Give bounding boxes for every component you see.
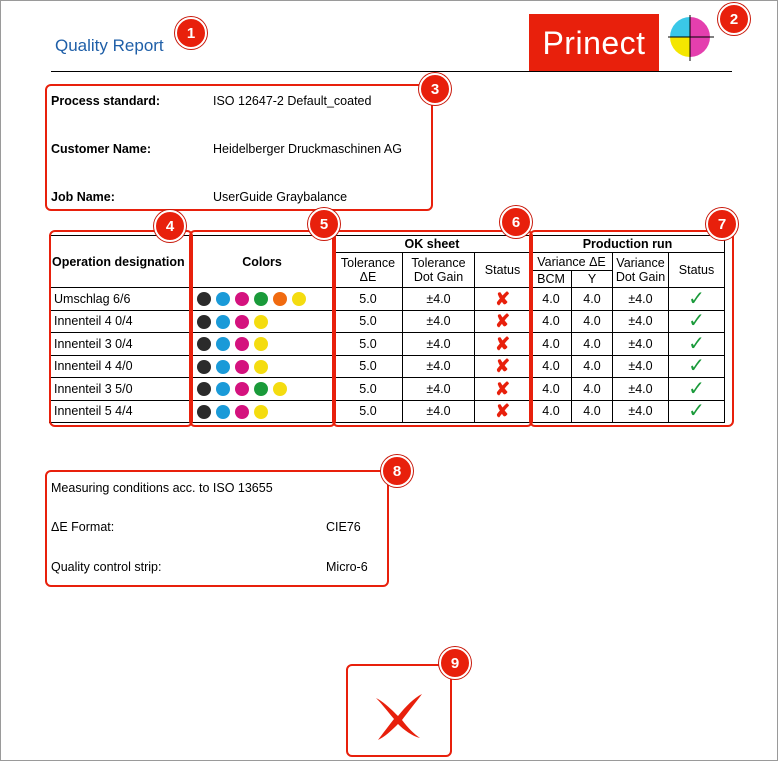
ink-color-dot: [235, 337, 249, 351]
ink-color-dot: [197, 337, 211, 351]
tolerance-de-value: 5.0: [334, 310, 403, 333]
measuring-heading: Measuring conditions acc. to ISO 13655: [51, 481, 273, 495]
badge-1: 1: [175, 17, 207, 49]
ok-status-cell: [475, 400, 531, 423]
variance-dg-value: ±4.0: [613, 333, 669, 356]
ok-sheet-header: OK sheet: [334, 236, 531, 253]
operation-name: Umschlag 6/6: [50, 288, 191, 311]
variance-bcm-value: 4.0: [531, 310, 572, 333]
tolerance-dg-value: ±4.0: [403, 355, 475, 378]
ink-color-dot: [197, 292, 211, 306]
color-swatches: [191, 333, 334, 356]
tolerance-dg-header: [403, 253, 475, 288]
ink-color-dot: [235, 382, 249, 396]
tolerance-de-value: 5.0: [334, 288, 403, 311]
process-standard-label: Process standard:: [51, 94, 161, 108]
variance-bcm-value: 4.0: [531, 378, 572, 401]
ink-color-dot: [197, 382, 211, 396]
run-status-cell: [669, 355, 725, 378]
fail-cross-icon: ✘: [494, 378, 511, 399]
variance-dg-label-2: Dot Gain: [615, 270, 666, 284]
ink-color-dot: [216, 360, 230, 374]
ink-color-dot: [235, 292, 249, 306]
variance-dg-value: ±4.0: [613, 310, 669, 333]
ink-color-dot: [254, 405, 268, 419]
fail-cross-icon: ✘: [494, 288, 511, 309]
tolerance-dg-value: ±4.0: [403, 378, 475, 401]
pass-check-icon: ✓: [688, 400, 705, 423]
fail-cross-icon: ✘: [494, 356, 511, 377]
variance-y-value: 4.0: [572, 400, 613, 423]
pass-check-icon: ✓: [688, 287, 705, 310]
variance-bcm-value: 4.0: [531, 288, 572, 311]
tolerance-dg-value: ±4.0: [403, 333, 475, 356]
tolerance-de-label-2: ΔE: [359, 270, 377, 284]
y-header: Y: [572, 271, 613, 288]
ok-status-cell: [475, 355, 531, 378]
operation-name: Innenteil 3 5/0: [50, 378, 191, 401]
ok-status-cell: [475, 310, 531, 333]
badge-4: 4: [154, 210, 186, 242]
tolerance-dg-value: ±4.0: [403, 310, 475, 333]
color-swatches: [191, 400, 334, 423]
ok-status-cell: [475, 378, 531, 401]
ok-status-cell: [475, 333, 531, 356]
ink-color-dot: [216, 292, 230, 306]
run-status-cell: [669, 378, 725, 401]
ink-color-dot: [235, 360, 249, 374]
operation-name: Innenteil 4 4/0: [50, 355, 191, 378]
ink-color-dot: [254, 337, 268, 351]
ink-color-dot: [216, 337, 230, 351]
variance-dg-header: [613, 253, 669, 288]
table-row: [50, 355, 725, 378]
fail-cross-icon: ✘: [494, 401, 511, 422]
tolerance-de-value: 5.0: [334, 378, 403, 401]
tolerance-dg-label-2: Dot Gain: [413, 270, 464, 284]
badge-5: 5: [308, 208, 340, 240]
variance-dg-value: ±4.0: [613, 355, 669, 378]
pass-check-icon: ✓: [688, 310, 705, 333]
tolerance-dg-value: ±4.0: [403, 288, 475, 311]
badge-9: 9: [439, 647, 471, 679]
variance-y-value: 4.0: [572, 333, 613, 356]
ok-status-header: Status: [475, 253, 531, 288]
ink-color-dot: [273, 292, 287, 306]
header-rule: [51, 71, 732, 72]
badge-7: 7: [706, 208, 738, 240]
prinect-logo: Prinect: [529, 14, 659, 72]
ink-color-dot: [254, 382, 268, 396]
table-row: [50, 333, 725, 356]
customer-name-value: Heidelberger Druckmaschinen AG: [213, 142, 402, 156]
col-operation-header: Operation designation: [50, 236, 191, 288]
variance-dg-value: ±4.0: [613, 288, 669, 311]
tolerance-de-label-1: Tolerance: [340, 256, 396, 270]
ink-color-dot: [254, 292, 268, 306]
tolerance-dg-value: ±4.0: [403, 400, 475, 423]
run-status-cell: [669, 333, 725, 356]
control-strip-value: Micro-6: [326, 560, 368, 574]
variance-y-value: 4.0: [572, 310, 613, 333]
badge-3: 3: [419, 73, 451, 105]
tolerance-de-value: 5.0: [334, 333, 403, 356]
variance-bcm-value: 4.0: [531, 400, 572, 423]
fail-cross-icon: ✘: [494, 311, 511, 332]
run-status-cell: [669, 310, 725, 333]
production-run-header: Production run: [531, 236, 725, 253]
run-status-cell: [669, 288, 725, 311]
pass-check-icon: ✓: [688, 332, 705, 355]
ink-color-dot: [197, 405, 211, 419]
job-name-label: Job Name:: [51, 190, 115, 204]
overall-fail-icon: [370, 690, 426, 742]
ok-status-cell: [475, 288, 531, 311]
run-status-cell: [669, 400, 725, 423]
badge-2: 2: [718, 3, 750, 35]
table-row: [50, 400, 725, 423]
ink-color-dot: [216, 405, 230, 419]
tolerance-de-value: 5.0: [334, 355, 403, 378]
col-colors-header: Colors: [191, 236, 334, 288]
de-format-label: ΔE Format:: [51, 520, 115, 534]
ink-color-dot: [197, 360, 211, 374]
ink-color-dot: [254, 315, 268, 329]
table-row: [50, 288, 725, 311]
variance-y-value: 4.0: [572, 355, 613, 378]
color-swatches: [191, 378, 334, 401]
table-row: [50, 378, 725, 401]
operation-name: Innenteil 3 0/4: [50, 333, 191, 356]
tolerance-de-header: [334, 253, 403, 288]
control-strip-label: Quality control strip:: [51, 560, 162, 574]
pass-check-icon: ✓: [688, 377, 705, 400]
pass-check-icon: ✓: [688, 355, 705, 378]
bcm-header: BCM: [531, 271, 572, 288]
tolerance-de-value: 5.0: [334, 400, 403, 423]
job-name-value: UserGuide Graybalance: [213, 190, 348, 204]
color-swatches: [191, 355, 334, 378]
ink-color-dot: [292, 292, 306, 306]
de-format-value: CIE76: [326, 520, 361, 534]
operation-name: Innenteil 4 0/4: [50, 310, 191, 333]
variance-y-value: 4.0: [572, 288, 613, 311]
fail-cross-icon: ✘: [494, 333, 511, 354]
color-swatches: [191, 288, 334, 311]
color-swatches: [191, 310, 334, 333]
ink-color-dot: [273, 382, 287, 396]
ink-color-dot: [216, 315, 230, 329]
badge-8: 8: [381, 455, 413, 487]
tolerance-dg-label-1: Tolerance: [411, 256, 466, 270]
operation-name: Innenteil 5 4/4: [50, 400, 191, 423]
variance-bcm-value: 4.0: [531, 333, 572, 356]
ink-color-dot: [235, 315, 249, 329]
report-title: Quality Report: [55, 36, 164, 55]
customer-name-label: Customer Name:: [51, 142, 152, 156]
run-status-header: Status: [669, 253, 725, 288]
variance-de-header: Variance ΔE: [531, 253, 613, 271]
ink-color-dot: [254, 360, 268, 374]
badge-6: 6: [500, 206, 532, 238]
ink-color-dot: [197, 315, 211, 329]
variance-dg-value: ±4.0: [613, 400, 669, 423]
variance-bcm-value: 4.0: [531, 355, 572, 378]
ink-color-dot: [216, 382, 230, 396]
variance-dg-value: ±4.0: [613, 378, 669, 401]
ink-color-dot: [235, 405, 249, 419]
table-row: [50, 310, 725, 333]
quality-table: [49, 235, 725, 423]
variance-y-value: 4.0: [572, 378, 613, 401]
process-standard-value: ISO 12647-2 Default_coated: [213, 94, 372, 108]
variance-dg-label-1: Variance: [616, 256, 665, 270]
cmyk-target-icon: [668, 15, 714, 61]
